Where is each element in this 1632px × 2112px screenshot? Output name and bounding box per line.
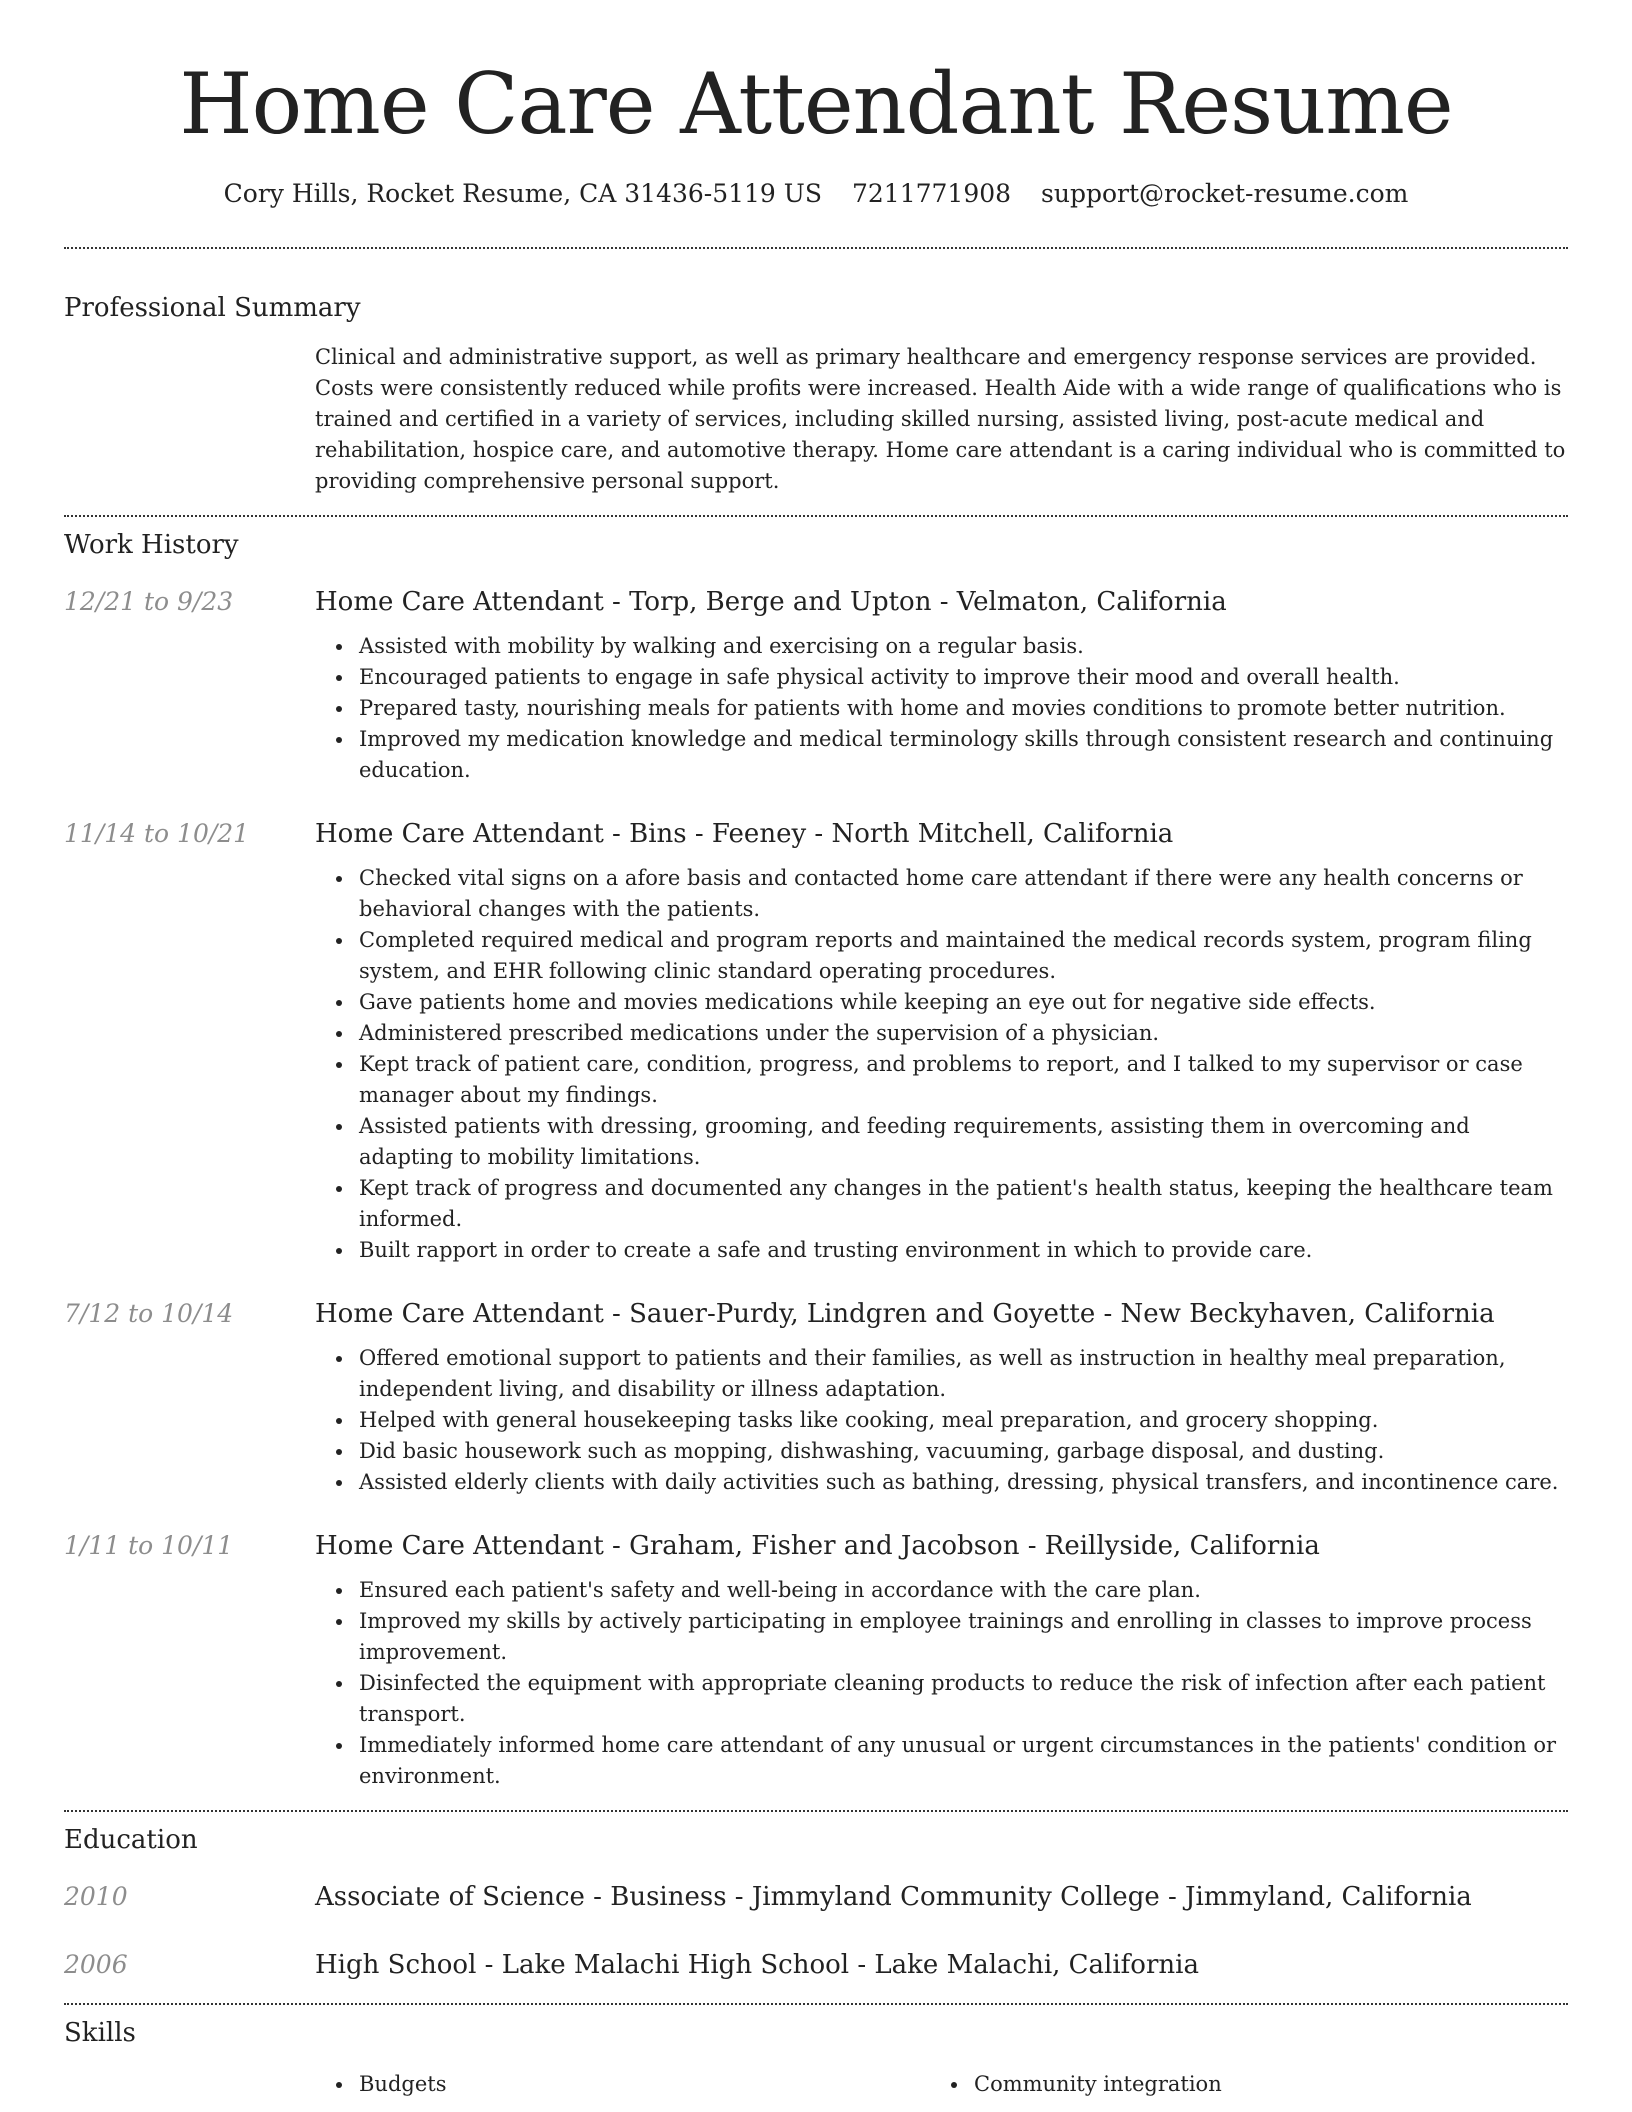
summary-section <box>64 290 1568 497</box>
job-bullet: Assisted elderly clients with daily activities such as bathing, dressing, physical transfers, and incontinence care. <box>359 1467 1568 1498</box>
job-bullets <box>315 1575 1568 1792</box>
job-entry <box>64 1528 1568 1792</box>
education-year: 2006 <box>64 1950 128 1979</box>
job-title: Home Care Attendant - Bins - Feeney - North Mitchell, California <box>315 819 1174 849</box>
job-bullet: Prepared tasty, nourishing meals for patients with home and movies conditions to promote better nutrition. <box>359 693 1568 724</box>
job-dates: 1/11 to 10/11 <box>64 1531 234 1560</box>
skills-heading: Skills <box>64 2018 136 2048</box>
summary-text: Clinical and administrative support, as well as primary healthcare and emergency response services are provided. Costs were consistently reduced while profits were increased. Health Aide with a wide range of qualifications who is trained and certified in a variety of services, including skilled nursing, assisted living, post-acute medical and rehabilitation, hospice care, and automotive therapy. Home care attendant is a caring individual who is committed to providing comprehensive personal support. <box>315 345 1566 493</box>
job-entry <box>64 584 1568 786</box>
job-bullet: Assisted patients with dressing, grooming, and feeding requirements, assisting them in overcoming and adapting to mobility limitations. <box>359 1111 1568 1173</box>
contact-phone: 7211771908 <box>851 179 1012 208</box>
job-bullet: Built rapport in order to create a safe and trusting environment in which to provide care. <box>359 1235 1568 1266</box>
resume-header <box>64 54 1568 212</box>
job-bullet: Gave patients home and movies medications while keeping an eye out for negative side effects. <box>359 987 1568 1018</box>
job-title: Home Care Attendant - Sauer-Purdy, Lindgren and Goyette - New Beckyhaven, California <box>315 1299 1495 1329</box>
job-dates: 12/21 to 9/23 <box>64 587 234 616</box>
job-dates: 11/14 to 10/21 <box>64 819 250 848</box>
education-detail: Associate of Science - Business - Jimmyland Community College - Jimmyland, California <box>315 1882 1472 1912</box>
contact-email: support@rocket-resume.com <box>1041 179 1409 208</box>
job-bullet: Assisted with mobility by walking and exercising on a regular basis. <box>359 631 1568 662</box>
job-title: Home Care Attendant - Graham, Fisher and Jacobson - Reillyside, California <box>315 1531 1320 1561</box>
education-detail: High School - Lake Malachi High School - Lake Malachi, California <box>315 1950 1199 1980</box>
job-bullet: Kept track of patient care, condition, progress, and problems to report, and I talked to my supervisor or case manager about my findings. <box>359 1049 1568 1111</box>
page-title: Home Care Attendant Resume <box>179 55 1453 153</box>
skill-item: Community integration <box>974 2069 1545 2100</box>
job-entry <box>64 816 1568 1266</box>
summary-heading: Professional Summary <box>64 293 361 323</box>
job-bullet: Did basic housework such as mopping, dishwashing, vacuuming, garbage disposal, and dusting. <box>359 1436 1568 1467</box>
skills-list <box>930 2069 1545 2100</box>
job-bullet: Immediately informed home care attendant of any unusual or urgent circumstances in the patients' condition or environment. <box>359 1730 1568 1792</box>
job-bullet: Offered emotional support to patients and their families, as well as instruction in healthy meal preparation, independent living, and disability or illness adaptation. <box>359 1343 1568 1405</box>
education-year: 2010 <box>64 1882 128 1911</box>
job-bullet: Completed required medical and program reports and maintained the medical records system, program filing system, and EHR following clinic standard operating procedures. <box>359 925 1568 987</box>
job-bullet: Encouraged patients to engage in safe physical activity to improve their mood and overall health. <box>359 662 1568 693</box>
resume-page <box>64 0 1568 2100</box>
job-dates: 7/12 to 10/14 <box>64 1299 234 1328</box>
section-divider <box>64 515 1568 517</box>
contact-line <box>64 176 1568 212</box>
section-divider <box>64 1810 1568 1812</box>
contact-address: Cory Hills, Rocket Resume, CA 31436-5119 US <box>223 179 822 208</box>
skills-section <box>64 2015 1568 2100</box>
job-bullets <box>315 1343 1568 1498</box>
job-bullets <box>315 863 1568 1266</box>
job-bullet: Ensured each patient's safety and well-being in accordance with the care plan. <box>359 1575 1568 1606</box>
skills-list <box>315 2069 930 2100</box>
job-bullet: Disinfected the equipment with appropriate cleaning products to reduce the risk of infection after each patient transport. <box>359 1668 1568 1730</box>
job-bullet: Improved my medication knowledge and medical terminology skills through consistent research and continuing education. <box>359 724 1568 786</box>
education-heading: Education <box>64 1825 198 1855</box>
job-entry <box>64 1296 1568 1498</box>
education-entry <box>64 1879 1568 1915</box>
job-bullet: Improved my skills by actively participating in employee trainings and enrolling in classes to improve process improvement. <box>359 1606 1568 1668</box>
work-history-heading: Work History <box>64 530 239 560</box>
section-divider <box>64 247 1568 249</box>
job-bullet: Helped with general housekeeping tasks like cooking, meal preparation, and grocery shopping. <box>359 1405 1568 1436</box>
education-section <box>64 1822 1568 1983</box>
job-bullet: Administered prescribed medications under the supervision of a physician. <box>359 1018 1568 1049</box>
job-bullet: Checked vital signs on a afore basis and contacted home care attendant if there were any health concerns or behavioral changes with the patients. <box>359 863 1568 925</box>
work-history-section <box>64 527 1568 1792</box>
section-divider <box>64 2003 1568 2005</box>
job-bullet: Kept track of progress and documented any changes in the patient's health status, keeping the healthcare team informed. <box>359 1173 1568 1235</box>
job-bullets <box>315 631 1568 786</box>
education-entry <box>64 1947 1568 1983</box>
skill-item: Budgets <box>359 2069 930 2100</box>
job-title: Home Care Attendant - Torp, Berge and Upton - Velmaton, California <box>315 587 1227 617</box>
